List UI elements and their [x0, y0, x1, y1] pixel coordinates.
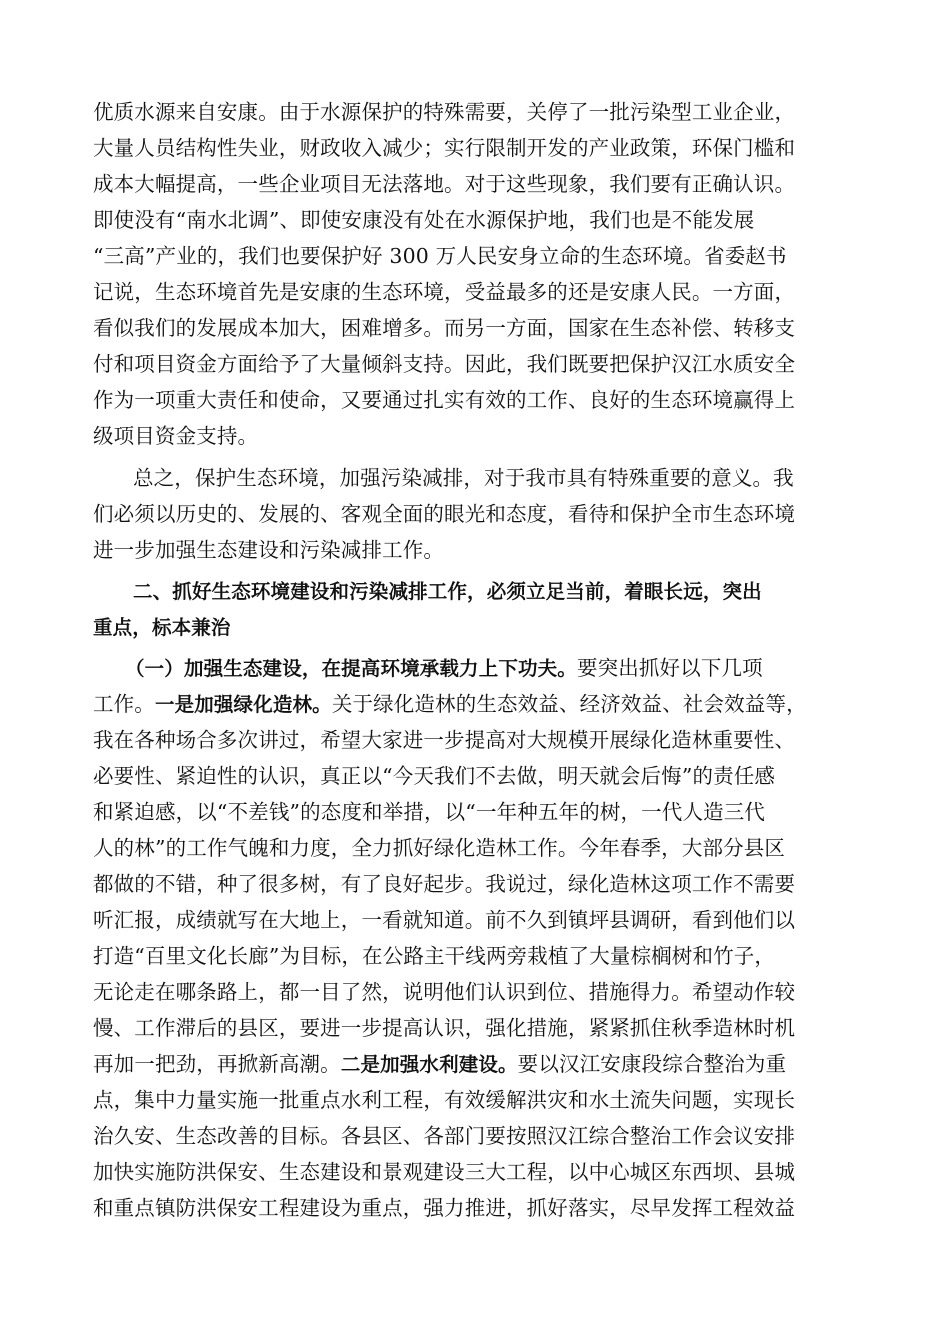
text-line: 级项目资金支持。 — [93, 424, 259, 448]
text-line: “三高”产业的，我们也要保护好 300 万人民安身立命的生态环境。省委赵书 — [93, 244, 787, 268]
text-span: 再加一把劲，再掀新高潮。 — [93, 1052, 341, 1076]
text-line: 作为一项重大责任和使命，又要通过扎实有效的工作、良好的生态环境赢得上 — [93, 388, 796, 412]
text-line: 慢、工作滞后的县区，要进一步提高认识，强化措施，紧紧抓住秋季造林时机 — [93, 1016, 796, 1040]
section-heading: 二、抓好生态环境建设和污染减排工作，必须立足当前，着眼长远，突出 — [133, 580, 762, 603]
section-heading: 重点，标本兼治 — [93, 616, 231, 639]
text-line: 总之，保护生态环境，加强污染减排，对于我市具有特殊重要的意义。我 — [133, 466, 794, 490]
text-line: 加快实施防洪保安、生态建设和景观建设三大工程，以中心城区东西坝、县城 — [93, 1160, 796, 1184]
text-line: 点，集中力量实施一批重点水利工程，有效缓解洪灾和水土流失问题，实现长 — [93, 1088, 796, 1112]
text-line: 成本大幅提高，一些企业项目无法落地。对于这些现象，我们要有正确认识。 — [93, 172, 796, 196]
paragraph-line — [93, 1046, 786, 1082]
text-line: 优质水源来自安康。由于水源保护的特殊需要，关停了一批污染型工业企业， — [93, 100, 796, 124]
text-line: 听汇报，成绩就写在大地上，一看就知道。前不久到镇坪县调研，看到他们以 — [93, 908, 796, 932]
text-line: 人的林”的工作气魄和力度，全力抓好绿化造林工作。今年春季，大部分县区 — [93, 836, 786, 860]
text-line: 们必须以历史的、发展的、客观全面的眼光和态度，看待和保护全市生态环境 — [93, 502, 796, 526]
text-line: 和重点镇防洪保安工程建设为重点，强力推进，抓好落实，尽早发挥工程效益 — [93, 1196, 796, 1220]
paragraph-line — [93, 686, 807, 722]
text-line: 付和项目资金方面给予了大量倾斜支持。因此，我们既要把保护汉江水质安全 — [93, 352, 796, 376]
text-line: 打造“百里文化长廊”为目标，在公路主干线两旁栽植了大量棕榈树和竹子， — [93, 944, 776, 968]
text-line: 治久安、生态改善的目标。各县区、各部门要按照汉江综合整治工作会议安排 — [93, 1124, 796, 1148]
text-span: 要以汉江安康段综合整治为重 — [517, 1052, 787, 1076]
item-title: 一是加强绿化造林。 — [154, 693, 332, 716]
text-line: 都做的不错，种了很多树，有了良好起步。我说过，绿化造林这项工作不需要 — [93, 872, 796, 896]
paragraph-line — [125, 650, 763, 686]
text-line: 和紧迫感，以“不差钱”的态度和举措，以“一年种五年的树，一代人造三代 — [93, 800, 766, 824]
item-title: 二是加强水利建设。 — [340, 1053, 518, 1076]
text-span: 关于绿化造林的生态效益、经济效益、社会效益等， — [331, 692, 807, 716]
text-line: 进一步加强生态建设和污染减排工作。 — [93, 538, 445, 562]
text-line: 我在各种场合多次讲过，希望大家进一步提高对大规模开展绿化造林重要性、 — [93, 728, 796, 752]
text-line: 即使没有“南水北调”、即使安康没有处在水源保护地，我们也是不能发展 — [93, 208, 755, 232]
text-line: 记说，生态环境首先是安康的生态环境，受益最多的还是安康人民。一方面， — [93, 280, 796, 304]
text-span: 工作。 — [93, 692, 155, 716]
text-line: 看似我们的发展成本加大，困难增多。而另一方面，国家在生态补偿、转移支 — [93, 316, 796, 340]
subsection-heading: （一）加强生态建设，在提高环境承载力上下功夫。 — [125, 657, 577, 680]
text-line: 无论走在哪条路上，都一目了然，说明他们认识到位、措施得力。希望动作较 — [93, 980, 796, 1004]
text-span: 要突出抓好以下几项 — [576, 656, 763, 680]
text-line: 必要性、紧迫性的认识，真正以“今天我们不去做，明天就会后悔”的责任感 — [93, 764, 776, 788]
text-line: 大量人员结构性失业，财政收入减少；实行限制开发的产业政策，环保门槛和 — [93, 136, 796, 160]
